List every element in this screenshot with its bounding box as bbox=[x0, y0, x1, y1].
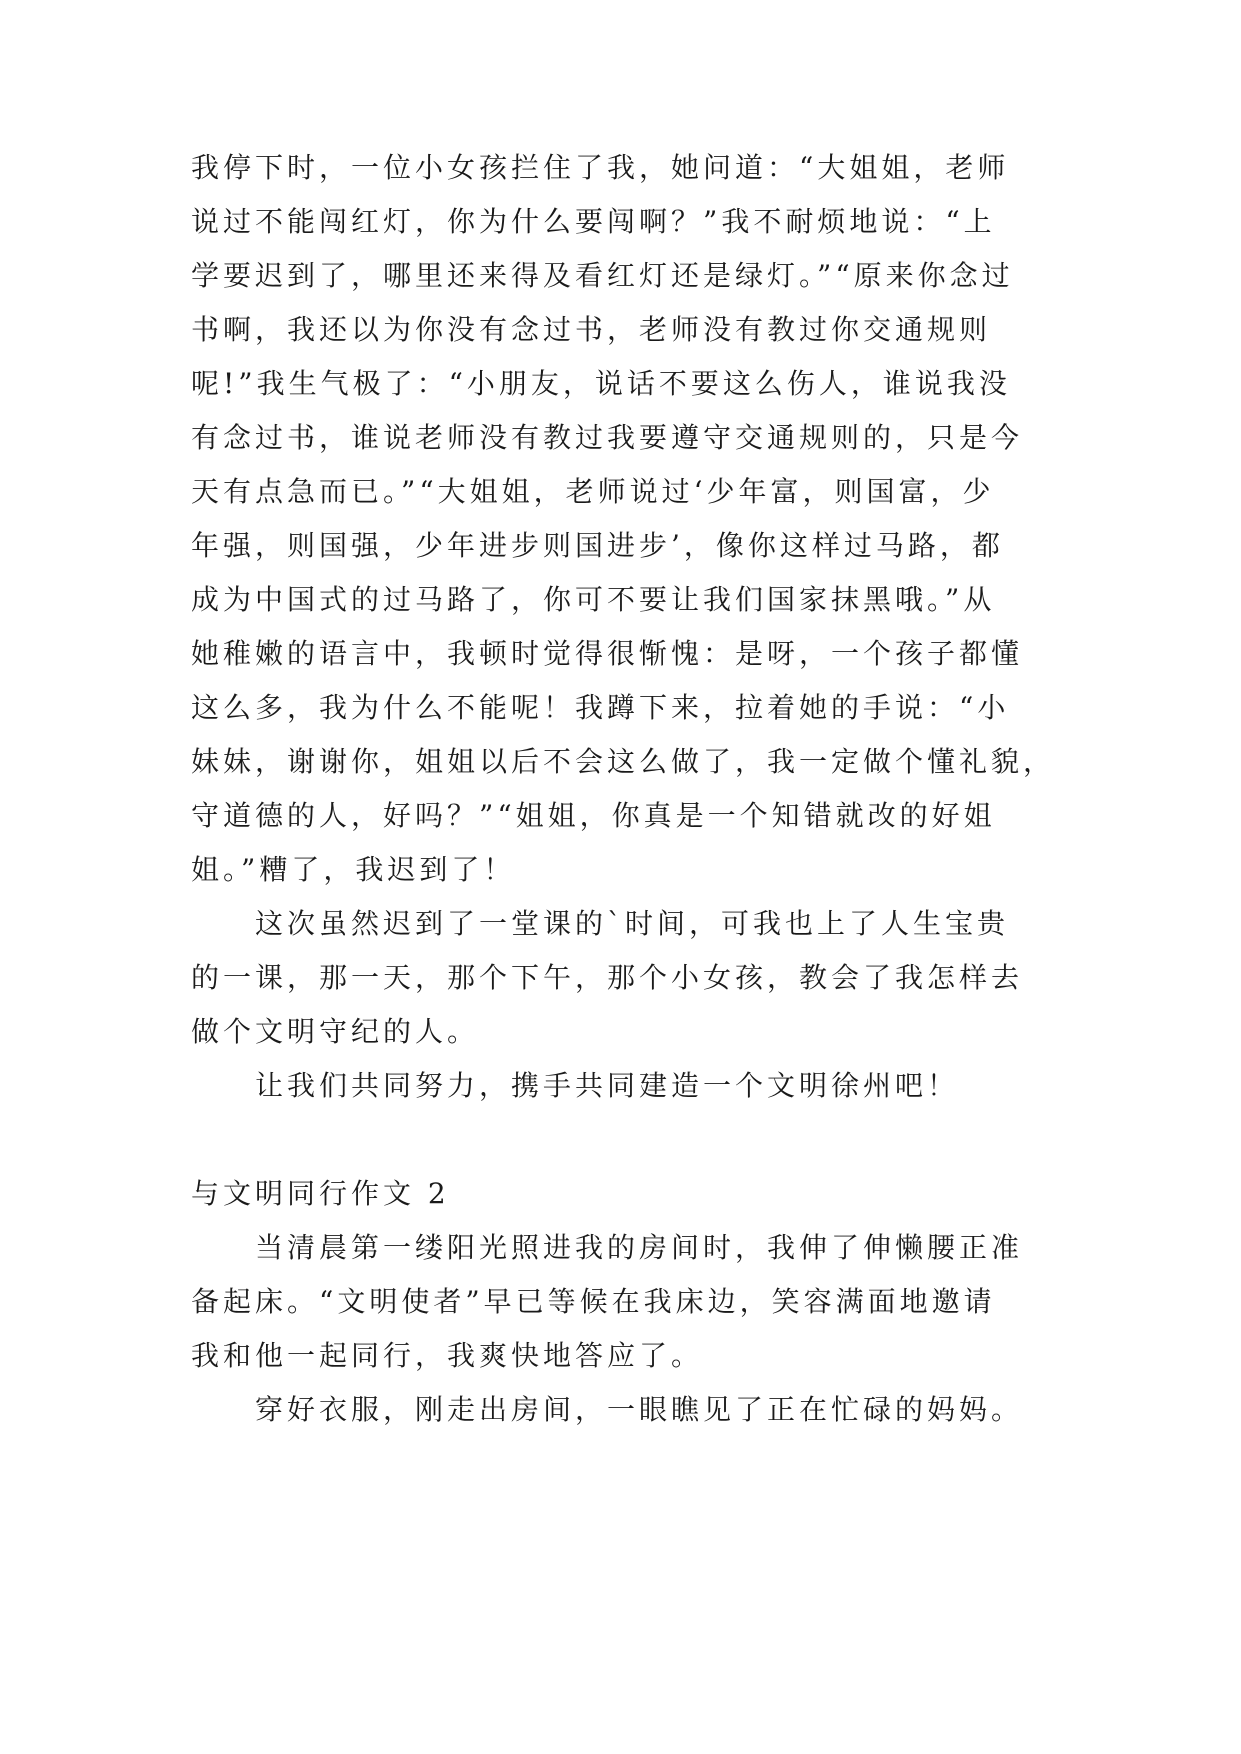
paragraph-start-line: 让我们共同努力，携手共同建造一个文明徐州吧！ bbox=[255, 1069, 960, 1102]
paragraph-start-line: 穿好衣服，刚走出房间，一眼瞧见了正在忙碌的妈妈。 bbox=[255, 1393, 1024, 1426]
text-line: 有念过书，谁说老师没有教过我要遵守交通规则的，只是今 bbox=[191, 421, 1024, 454]
text-line: 天有点急而已。”“大姐姐，老师说过‘少年富，则国富，少 bbox=[191, 475, 995, 508]
text-line: 说过不能闯红灯，你为什么要闯啊？”我不耐烦地说：“上 bbox=[191, 205, 996, 238]
text-line: 妹妹，谢谢你，姐姐以后不会这么做了，我一定做个懂礼貌， bbox=[191, 745, 1056, 778]
text-line: 我停下时，一位小女孩拦住了我，她问道：“大姐姐，老师 bbox=[191, 151, 1010, 184]
paragraph-start-line: 这次虽然迟到了一堂课的`时间，可我也上了人生宝贵 bbox=[255, 907, 1010, 940]
text-line: 学要迟到了，哪里还来得及看红灯还是绿灯。”“原来你念过 bbox=[191, 259, 1014, 292]
text-line: 呢!”我生气极了：“小朋友，说话不要这么伤人，谁说我没 bbox=[191, 367, 1011, 400]
text-line: 备起床。“文明使者”早已等候在我床边，笑容满面地邀请 bbox=[191, 1285, 996, 1318]
section-heading: 与文明同行作文 2 bbox=[191, 1177, 450, 1210]
text-line: 姐。”糟了，我迟到了！ bbox=[191, 853, 516, 886]
text-line: 这么多，我为什么不能呢！我蹲下来，拉着她的手说：“小 bbox=[191, 691, 1010, 724]
text-line: 书啊，我还以为你没有念过书，老师没有教过你交通规则 bbox=[191, 313, 992, 346]
text-line: 年强，则国强，少年进步则国进步’，像你这样过马路，都 bbox=[191, 529, 1004, 562]
text-line: 成为中国式的过马路了，你可不要让我们国家抹黑哦。”从 bbox=[191, 583, 996, 616]
paragraph-start-line: 当清晨第一缕阳光照进我的房间时，我伸了伸懒腰正准 bbox=[255, 1231, 1024, 1264]
text-line: 守道德的人，好吗？”“姐姐，你真是一个知错就改的好姐 bbox=[191, 799, 996, 832]
text-line: 我和他一起同行，我爽快地答应了。 bbox=[191, 1339, 704, 1372]
text-line: 的一课，那一天，那个下午，那个小女孩，教会了我怎样去 bbox=[191, 961, 1024, 994]
text-line: 她稚嫩的语言中，我顿时觉得很惭愧：是呀，一个孩子都懂 bbox=[191, 637, 1024, 670]
text-line: 做个文明守纪的人。 bbox=[191, 1015, 480, 1048]
